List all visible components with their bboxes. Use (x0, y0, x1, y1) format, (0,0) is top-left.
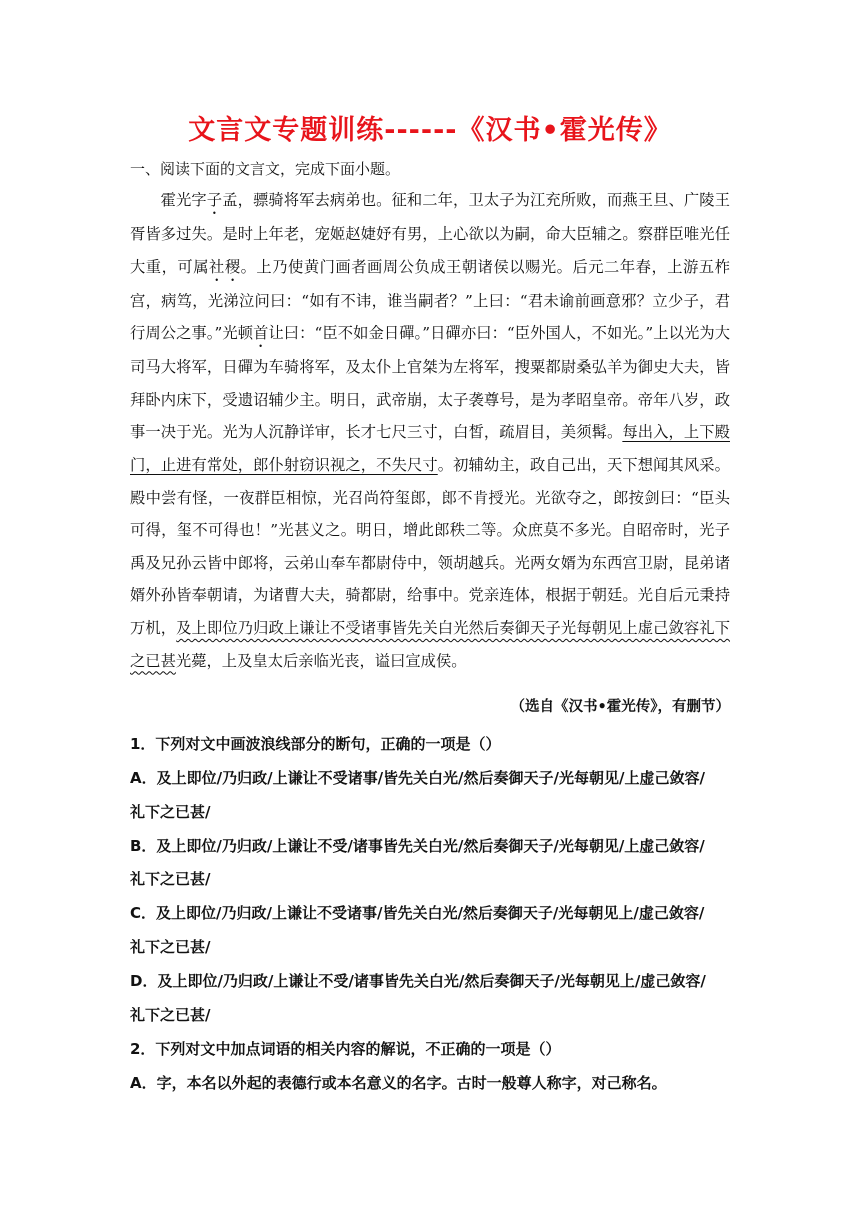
question-2-stem: 2．下列对文中加点词语的相关内容的解说，不正确的一项是（） (130, 1040, 561, 1058)
question-1-option-c: C．及上即位/乃归政/上谦让不受诸事/皆先关白光/然后奏御天子/光每朝见上/虚己敛容/ (130, 904, 705, 922)
question-1-option-b-cont: 礼下之已甚/ (130, 870, 211, 888)
passage (130, 184, 730, 677)
dotted-word: 首 (253, 324, 269, 343)
question-1-option-c-cont: 礼下之已甚/ (130, 938, 211, 956)
question-1-option-b: B．及上即位/乃归政/上谦让不受/诸事皆先关白光/然后奏御天子/光每朝见/上虚己敛容/ (130, 837, 705, 855)
dotted-word: 子 (206, 191, 223, 209)
question-2-option-a: A．字，本名以外起的表德行或本名意义的名字。古时一般尊人称字，对己称名。 (130, 1074, 667, 1092)
question-1-option-a-cont: 礼下之已甚/ (130, 803, 211, 821)
passage-paragraph: 霍光字子孟，骠骑将军去病弟也。征和二年，卫太子为江充所败，而燕王旦、广陵王胥皆多过失。是时上年老，宠姬赵婕妤有男，上心欲以为嗣，命大臣辅之。察群臣唯光任大重，可属社稷。上乃使黄门画者画周公负成王朝诸侯以赐光。后元二年春，上游五柞宫，病笃，光涕泣问曰：“如有不讳，谁当嗣者？”上曰：“君未谕前画意邪？立少子，君行周公之事。”光顿首让曰：“臣不如金日磾。”日磾亦曰：“臣外国人，不如光。”上以光为大司马大将军，日磾为车骑将军，及太仆上官桀为左将军，搜粟都尉桑弘羊为御史大夫，皆拜卧内床下，受遗诏辅少主。明日，武帝崩，太子袭尊号，是为孝昭皇帝。帝年八岁，政事一决于光。光为人沉静详审，长才七尺三寸，白皙，疏眉目，美须髯。每出入，上下殿门，止进有常处，郎仆射窃识视之，不失尺寸。初辅幼主，政自己出，天下想闻其风采。殿中尝有怪，一夜群臣相惊，光召尚符玺郎，郎不肯授光。光欲夺之，郎按剑曰：“臣头可得，玺不可得也！”光甚义之。明日，增此郎秩二等。众庶莫不多光。自昭帝时，光子禹及兄孙云皆中郎将，云弟山奉车都尉侍中，领胡越兵。光两女婿为东西宫卫尉，昆弟诸婿外孙皆奉朝请，为诸曹大夫，骑都尉，给事中。党亲连体，根据于朝廷。光自后元秉持万机，及上即位乃归政上谦让不受诸事皆先关白光然后奏御天子光每朝见上虚己敛容礼下之已甚光薨，上及皇太后亲临光丧，谥曰宣成侯。 (130, 191, 730, 670)
source-citation: （选自《汉书•霍光传》，有删节） (510, 698, 730, 715)
underlined-sentence: 每出入，上下殿门，止进有常处，郎仆射窃识视之，不失尺寸 (130, 423, 730, 474)
question-1-stem: 1．下列对文中画波浪线部分的断句，正确的一项是（） (130, 735, 501, 753)
question-1-option-d: D．及上即位/乃归政/上谦让不受/诸事皆先关白光/然后奏御天子/光每朝见上/虚己敛容/ (130, 972, 706, 990)
wavy-underlined-passage: 及上即位乃归政上谦让不受诸事皆先关白光然后奏御天子光每朝见上虚己敛容礼下之已甚 (130, 618, 730, 670)
page-title: 文言文专题训练------《汉书•霍光传》 (188, 115, 672, 146)
question-1-option-d-cont: 礼下之已甚/ (130, 1006, 211, 1024)
section-heading: 一、阅读下面的文言文，完成下面小题。 (130, 160, 401, 178)
dotted-word: 社稷 (209, 257, 241, 276)
question-1-option-a: A．及上即位/乃归政/上谦让不受诸事/皆先关白光/然后奏御天子/光每朝见/上虚己敛容/ (130, 769, 705, 787)
